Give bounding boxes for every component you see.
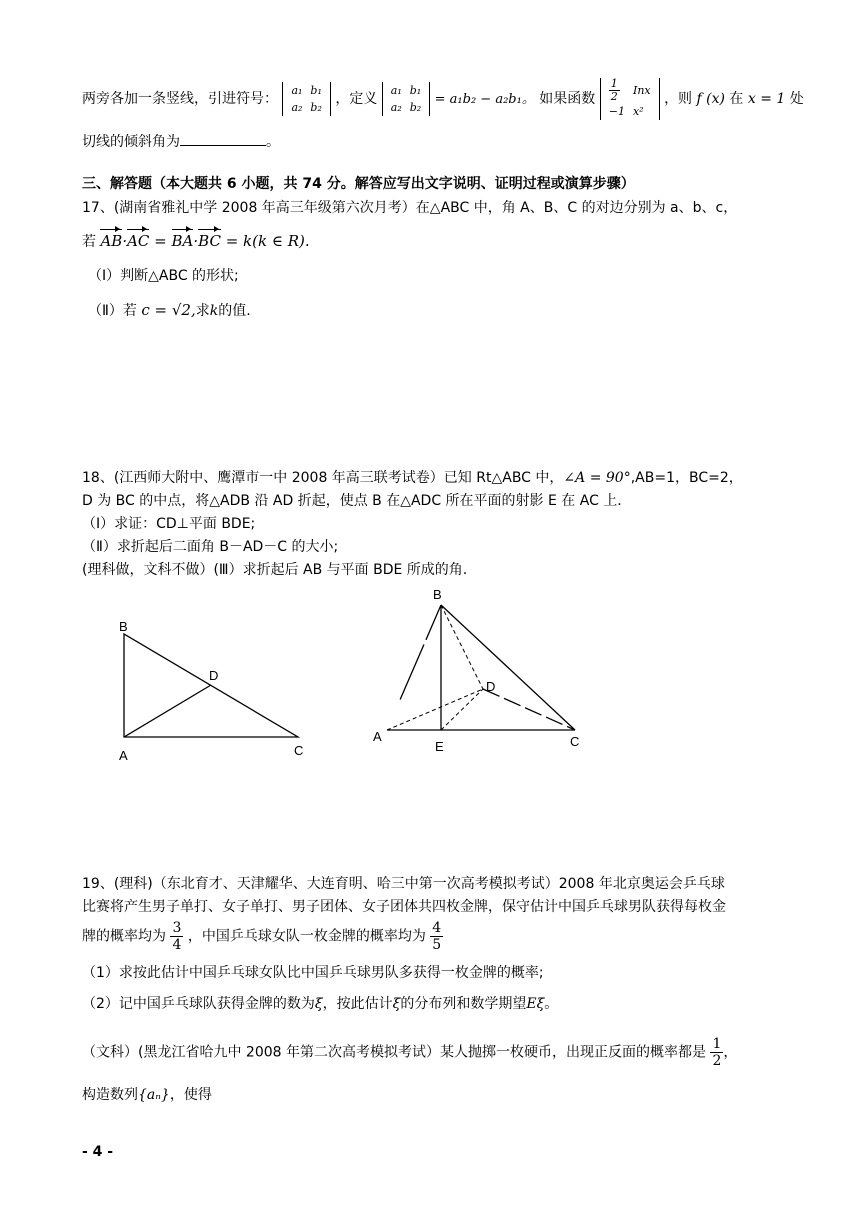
q18-part1: （Ⅰ）求证：CD⊥平面 BDE;	[82, 516, 256, 532]
q19-part2: （2）记中国乒乓球队获得金牌的数为ξ，按此估计ξ的分布列和数学期望Eξ。	[82, 996, 559, 1012]
label-a: A	[373, 729, 382, 744]
figure-right-triangle	[110, 615, 320, 765]
figure-folded-pyramid	[365, 585, 595, 760]
edge-ed	[441, 689, 483, 730]
label-c: C	[294, 743, 304, 758]
label-c: C	[570, 734, 580, 749]
intro-line: 两旁各加一条竖线，引进符号： a₁ b₁ a₂ b₂ ，定义 a₁ b₁ a₂ b₂ = a₁b₂ − a₂b₁。 如果函数 $\frac{1}{2}$ Inx −1 x² ，则 f (x) 在 x = 1 处	[82, 77, 804, 118]
label-e: E	[435, 739, 444, 754]
fraction-4-5: $\frac{4}{5}$	[432, 920, 442, 953]
edge-dc	[483, 689, 575, 730]
fraction-1-2: $\frac{1}{2}$	[712, 1036, 722, 1069]
determinant-definition: a₁ b₁ a₂ b₂	[382, 82, 430, 116]
q17-line1: 17、(湖南省雅礼中学 2008 年高三年级第六次月考）在△ABC 中，角 A、B、C 的对边分别为 a、b、c，	[82, 200, 738, 216]
label-d: D	[209, 668, 219, 683]
segment-ad	[124, 685, 211, 737]
q17-line2: 若 AB·AC = BA·BC = k(k ∈ R).	[82, 232, 310, 250]
determinant-symbol: a₁ b₁ a₂ b₂	[282, 82, 330, 116]
q19-part1: （1）求按此估计中国乒乓球女队比中国乒乓球男队多获得一枚金牌的概率;	[82, 965, 544, 981]
q18-part2: （Ⅱ）求折起后二面角 B－AD－C 的大小;	[82, 539, 339, 555]
q18-part3: (理科做，文科不做）(Ⅲ）求折起后 AB 与平面 BDE 所成的角.	[82, 562, 468, 578]
fraction-3-4: $\frac{3}{4}$	[172, 920, 182, 953]
q17-part1: （Ⅰ）判断△ABC 的形状;	[88, 268, 239, 284]
answer-blank	[180, 131, 266, 146]
page-number: - 4 -	[82, 1144, 114, 1160]
q18-line1: 18、(江西师大附中、鹰潭市一中 2008 年高三联考试卷）已知 Rt△ABC 中，∠A = 90°,AB=1，BC=2，	[82, 470, 743, 486]
label-b: B	[433, 587, 442, 602]
q19-wen: （文科）(黑龙江省哈九中 2008 年第二次高考模拟考试）某人抛掷一枚硬币，出现正反面的概率都是 $\frac{1}{2}$ ，	[82, 1036, 738, 1069]
function-determinant: $\frac{1}{2}$ Inx −1 x²	[600, 78, 660, 120]
label-b: B	[119, 619, 128, 634]
section-heading: 三、解答题（本大题共 6 小题，共 74 分。解答应写出文字说明、证明过程或演算步骤）	[82, 176, 635, 192]
q19-line2: 比赛将产生男子单打、女子单打、男子团体、女子团体共四枚金牌，保守估计中国乒乓球男队获得每枚金	[82, 899, 726, 915]
edge-bc	[441, 605, 575, 730]
q19-line1: 19、(理科)（东北育才、天津耀华、大连育明、哈三中第一次高考模拟考试）2008 年北京奥运会乒乓球	[82, 876, 725, 892]
q17-part2: （Ⅱ）若 c = √2,求k的值.	[88, 301, 251, 319]
edge-ab	[387, 605, 441, 730]
q18-line2: D 为 BC 的中点，将△ADB 沿 AD 折起，使点 B 在△ADC 所在平面的射影 E 在 AC 上.	[82, 493, 622, 509]
edge-bd	[441, 605, 483, 689]
label-d: D	[486, 679, 496, 694]
q19-line3: 牌的概率均为 $\frac{3}{4}$ ，中国乒乓球女队一枚金牌的概率均为 $\frac{4}{5}$	[82, 920, 442, 953]
q19-last: 构造数列{aₙ}，使得	[82, 1087, 212, 1103]
intro-line-2: 切线的倾斜角为 。	[82, 131, 280, 152]
label-a: A	[119, 748, 128, 763]
